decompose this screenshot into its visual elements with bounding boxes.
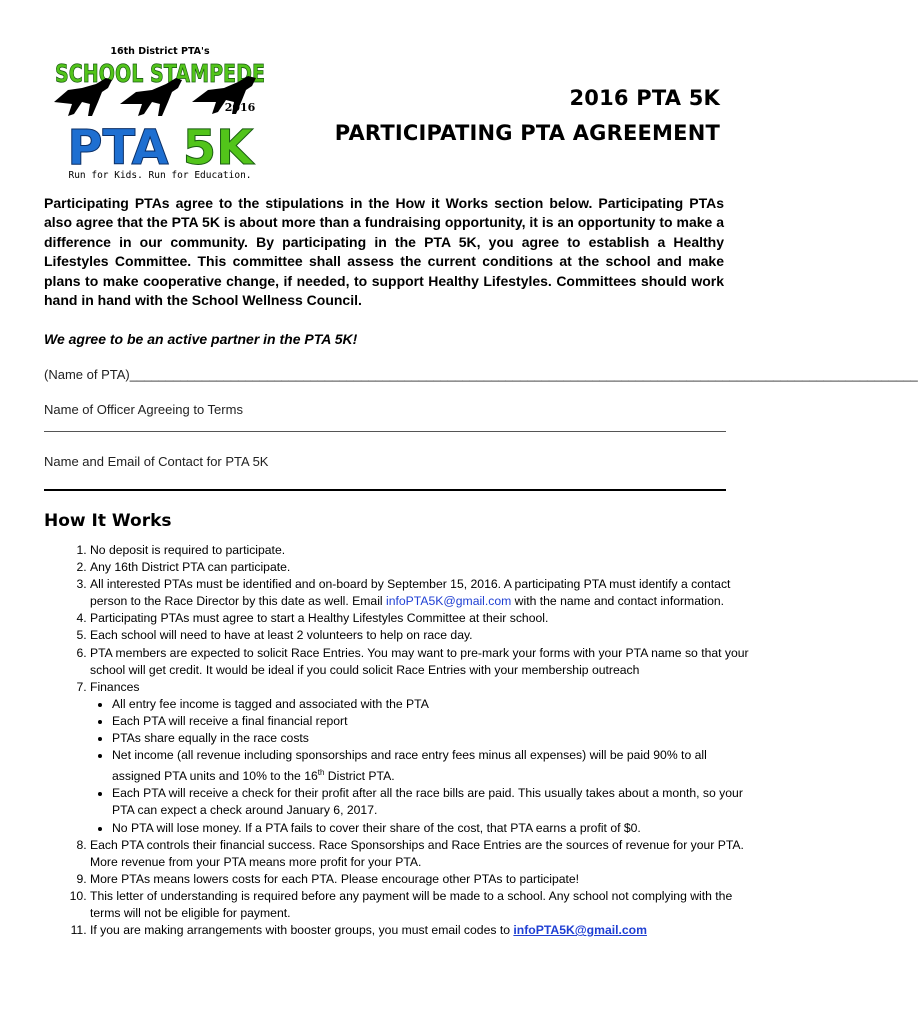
intro-paragraph: Participating PTAs agree to the stipulations in the How it Works section below. Participating PTAs also agree that the PTA 5K is about more than a fundraising opportunity, it is an opportunity to make a difference in our community. By participating in the PTA 5K, you agree to establish a Healthy Lifestyles Committee. This committee shall assess the current conditions at the school and make plans to make cooperative change, if needed, to support Healthy Lifestyles. Committees should work hand in hand with the School Wellness Council. [44, 195, 724, 309]
pta-name-field[interactable]: (Name of PTA)_____________________________________________________________________________________________________________ [44, 367, 918, 382]
list-item: • PTAs share equally in the race costs [112, 730, 750, 747]
logo-school-stampede: SCHOOL STAMPEDE [55, 59, 265, 88]
logo-year: 2016 [224, 101, 256, 114]
contact-field-label: Name and Email of Contact for PTA 5K [44, 454, 269, 469]
event-logo [48, 44, 272, 182]
list-item: 4. Participating PTAs must agree to start a Healthy Lifestyles Committee at their school. [90, 610, 750, 627]
list-item: 1. No deposit is required to participate. [90, 542, 750, 559]
logo-top-text: 16th District PTA's [110, 46, 210, 57]
list-item: • All entry fee income is tagged and associated with the PTA [112, 696, 750, 713]
page-subtitle: PARTICIPATING PTA AGREEMENT [334, 121, 720, 145]
list-item: 6. PTA members are expected to solicit Race Entries. You may want to pre-mark your forms with your PTA name so that your school will get credit. It would be ideal if you could solicit Race Entries with your membership outreach [90, 645, 750, 679]
section-divider [44, 489, 726, 491]
list-item: 9. More PTAs means lowers costs for each PTA. Please encourage other PTAs to participate! [90, 871, 750, 888]
page-title: 2016 PTA 5K [569, 86, 720, 110]
logo-pta: PTA [67, 120, 169, 176]
list-item: • Net income (all revenue including sponsorships and race entry fees minus all expenses) will be paid 90% to all assigned PTA units and 10% to the 16th District PTA. [112, 747, 750, 785]
list-item: • Each PTA will receive a check for their profit after all the race bills are paid. This usually takes about a month, so your PTA can expect a check around January 6, 2017. [112, 785, 750, 819]
list-item: 11. If you are making arrangements with booster groups, you must email codes to infoPTA5K@gmail.com [90, 922, 750, 939]
email-link[interactable]: infoPTA5K@gmail.com [386, 594, 512, 609]
list-item: 2. Any 16th District PTA can participate. [90, 559, 750, 576]
list-item: 7. Finances • All entry fee income is tagged and associated with the PTA • Each PTA will receive a final financial report • PTAs share equally in the race costs • Net income (all revenue including sponsorships and race entry fees minus all expenses) will be paid 90% to all assigned PTA units and 10% to the 16th District PTA. • Each PTA will receive a check for their profit after all the race bills are paid. This usually takes about a month, so your PTA can expect a check around January 6, 2017. • No PTA will lose money. If a PTA fails to cover their share of the cost, that PTA earns a profit of $0. [90, 679, 750, 837]
how-it-works-heading: How It Works [44, 511, 172, 531]
list-item: 8. Each PTA controls their financial success. Race Sponsorships and Race Entries are the sources of revenue for your PTA. More revenue from your PTA means more profit for your PTA. [90, 837, 750, 871]
list-item: 3. All interested PTAs must be identified and on-board by September 15, 2016. A participating PTA must identify a contact person to the Race Director by this date as well. Email infoPTA5K@gmail.com with the name and contact information. [90, 576, 750, 610]
list-item: 10. This letter of understanding is required before any payment will be made to a school. Any school not complying with the terms will not be eligible for payment. [90, 888, 750, 922]
list-item: • No PTA will lose money. If a PTA fails to cover their share of the cost, that PTA earns a profit of $0. [112, 820, 750, 837]
list-item: • Each PTA will receive a final financial report [112, 713, 750, 730]
officer-field-line[interactable] [44, 431, 726, 432]
how-it-works-list [66, 542, 750, 939]
officer-field-label: Name of Officer Agreeing to Terms [44, 402, 243, 417]
logo-tagline: Run for Kids. Run for Education. [68, 170, 252, 181]
finances-list [90, 696, 750, 837]
agree-statement: We agree to be an active partner in the PTA 5K! [44, 331, 358, 347]
email-link[interactable]: infoPTA5K@gmail.com [513, 923, 647, 938]
list-item: 5. Each school will need to have at least 2 volunteers to help on race day. [90, 627, 750, 644]
logo-5k: 5K [182, 120, 254, 176]
